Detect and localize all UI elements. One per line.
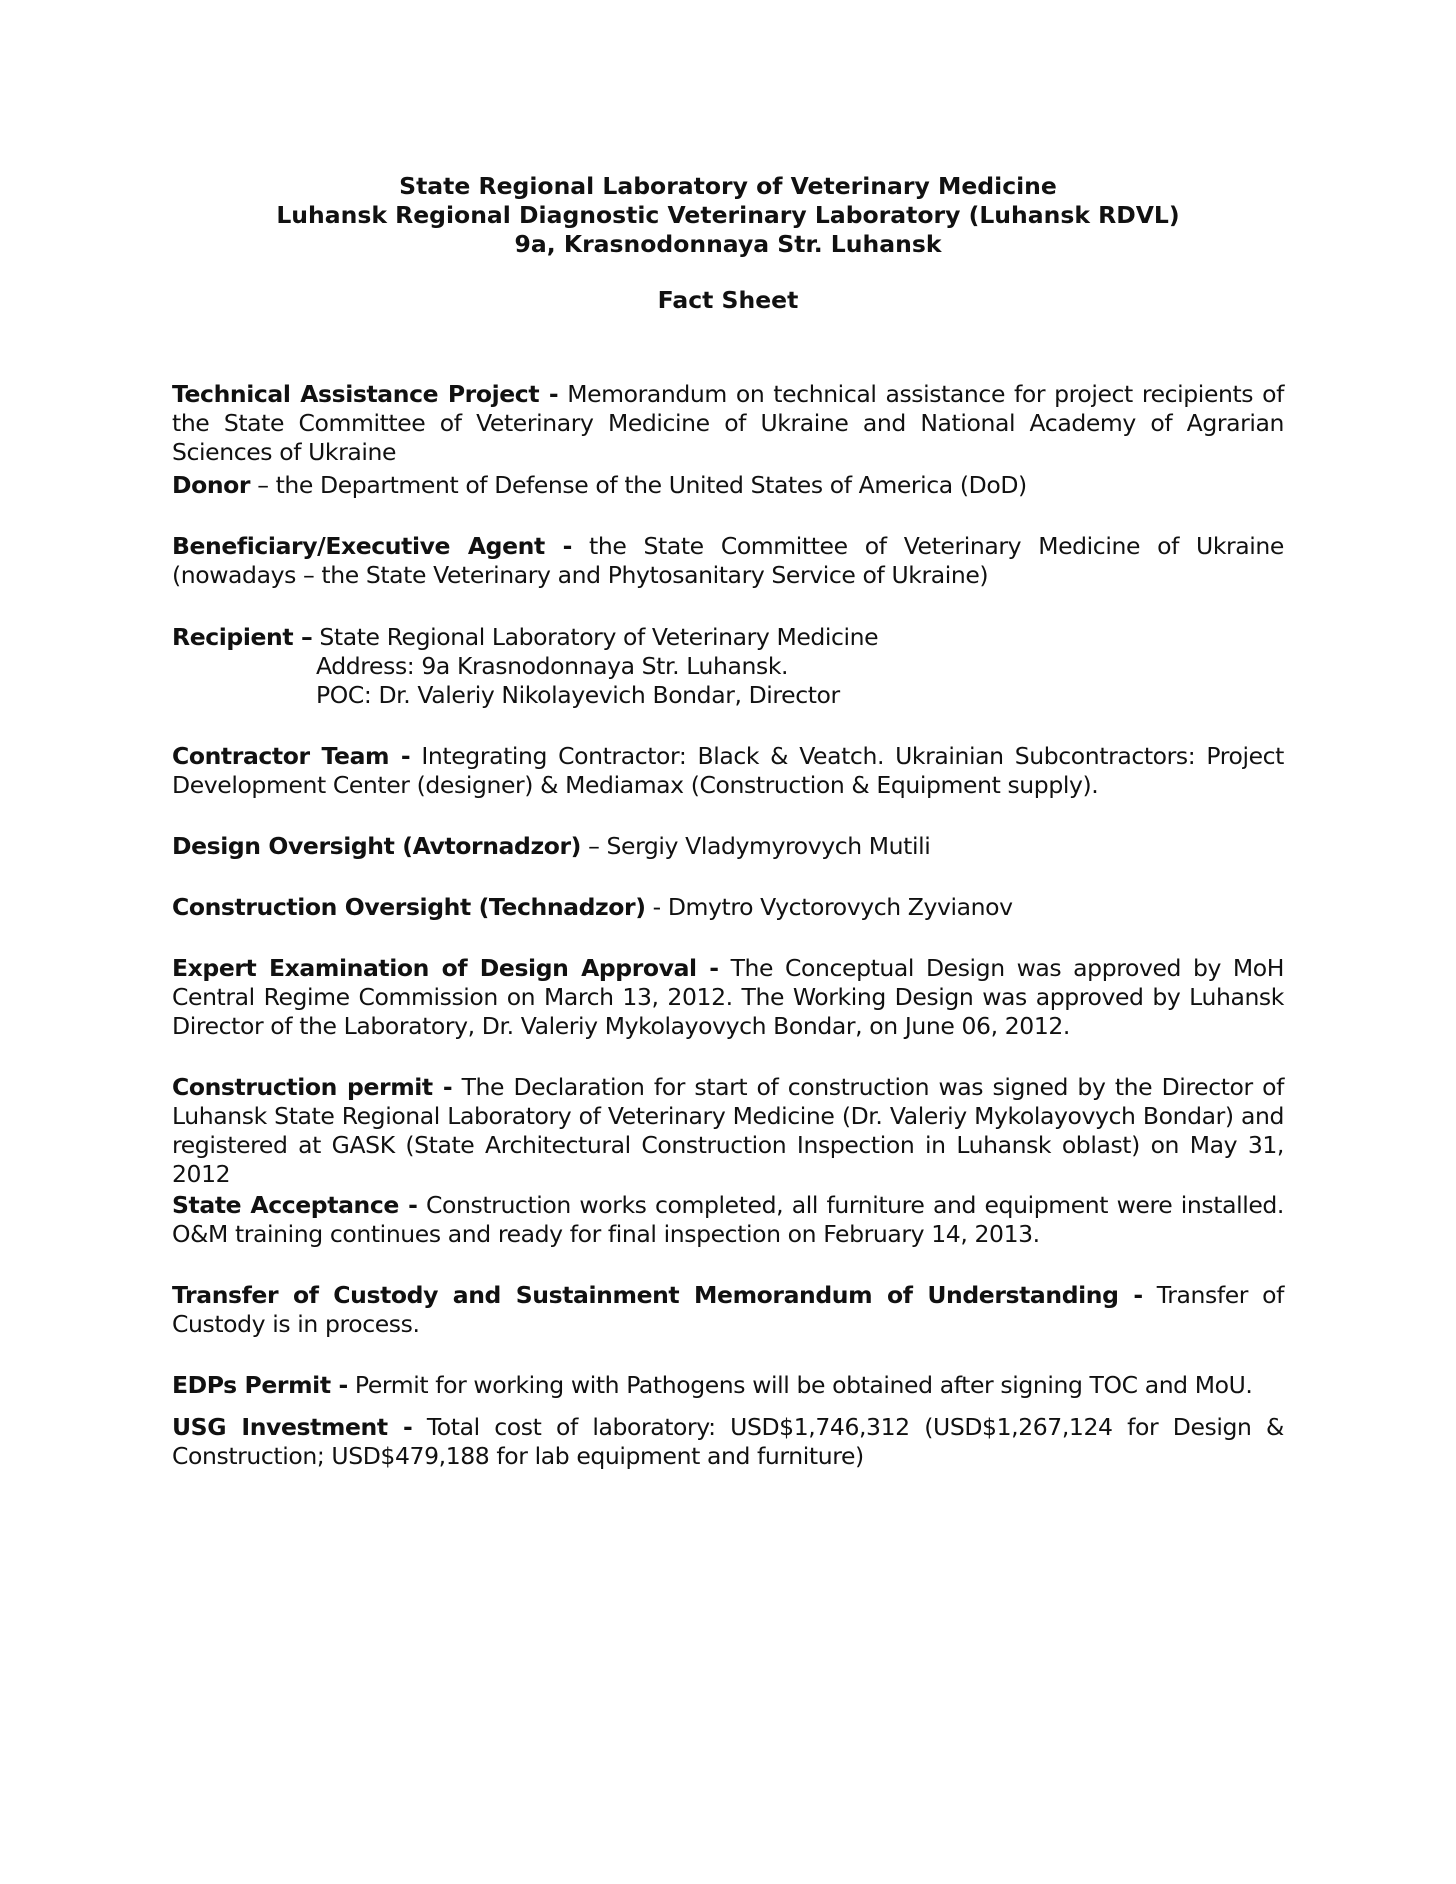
entry-transfer-of-custody bbox=[172, 1281, 1284, 1339]
entry-label: Contractor Team - bbox=[172, 742, 411, 770]
entry-label: Construction Oversight (Technadzor) bbox=[172, 893, 646, 921]
entry-state-acceptance bbox=[172, 1191, 1284, 1249]
entry-label: Construction permit - bbox=[172, 1073, 453, 1101]
recipient-poc: POC: Dr. Valeriy Nikolayevich Bondar, Director bbox=[316, 681, 840, 709]
document-header bbox=[0, 172, 1456, 259]
entry-donor bbox=[172, 471, 1284, 500]
entry-text: the State Committee of Veterinary Medicine of Ukraine (nowadays – the State Veterinary and Phytosanitary Service of Ukraine) bbox=[172, 532, 1284, 589]
entry-text: Integrating Contractor: Black & Veatch. Ukrainian Subcontractors: Project Development Center (designer) & Mediamax (Construction & Equipment supply). bbox=[172, 742, 1284, 799]
entry-technical-assistance bbox=[172, 380, 1284, 467]
entry-edps-permit bbox=[172, 1371, 1284, 1400]
entry-text: Transfer of Custody is in process. bbox=[172, 1281, 1284, 1338]
document-title: Fact Sheet bbox=[657, 286, 799, 314]
entry-label: Expert Examination of Design Approval - bbox=[172, 954, 719, 982]
entry-text: Total cost of laboratory: USD$1,746,312 (USD$1,267,124 for Design & Construction; USD$479,188 for lab equipment and furniture) bbox=[172, 1413, 1284, 1470]
entry-text: – Sergiy Vladymyrovych Mutili bbox=[581, 832, 931, 860]
header-line-3: 9a, Krasnodonnaya Str. Luhansk bbox=[514, 230, 942, 258]
entry-label: EDPs Permit - bbox=[172, 1371, 348, 1399]
entry-beneficiary bbox=[172, 532, 1284, 590]
entry-design-oversight bbox=[172, 832, 1284, 861]
entry-construction-permit bbox=[172, 1073, 1284, 1189]
header-line-1: State Regional Laboratory of Veterinary Medicine bbox=[399, 172, 1057, 200]
entry-text: - Dmytro Vyctorovych Zyvianov bbox=[645, 893, 1013, 921]
entry-construction-oversight bbox=[172, 893, 1284, 922]
entry-expert-examination bbox=[172, 954, 1284, 1041]
entry-recipient bbox=[172, 623, 1284, 710]
entry-label: USG Investment - bbox=[172, 1413, 413, 1441]
entry-contractor-team bbox=[172, 742, 1284, 800]
entry-text: Construction works completed, all furniture and equipment were installed. O&M training continues and ready for final inspection on February 14, 2013. bbox=[172, 1191, 1284, 1248]
entry-label: Transfer of Custody and Sustainment Memorandum of Understanding - bbox=[172, 1281, 1143, 1309]
entry-text: – the Department of Defense of the United States of America (DoD) bbox=[250, 471, 1027, 499]
entry-label: State Acceptance - bbox=[172, 1191, 418, 1219]
entry-text: State Regional Laboratory of Veterinary Medicine bbox=[312, 623, 879, 651]
entry-text: Permit for working with Pathogens will be obtained after signing TOC and MoU. bbox=[347, 1371, 1253, 1399]
entry-usg-investment bbox=[172, 1413, 1284, 1471]
entry-label: Donor bbox=[172, 471, 251, 499]
entry-label: Technical Assistance Project - bbox=[172, 380, 559, 408]
entry-text: The Declaration for start of construction was signed by the Director of Luhansk State Regional Laboratory of Veterinary Medicine (Dr. Valeriy Mykolayovych Bondar) and registered at GASK (State Architectural Construction Inspection in Luhansk oblast) on May 31, 2012 bbox=[172, 1073, 1284, 1188]
entry-label: Beneficiary/Executive Agent - bbox=[172, 532, 572, 560]
entry-label: Recipient – bbox=[172, 623, 313, 651]
entry-text: The Conceptual Design was approved by MoH Central Regime Commission on March 13, 2012. The Working Design was approved by Luhansk Director of the Laboratory, Dr. Valeriy Mykolayovych Bondar, on June 06, 2012. bbox=[172, 954, 1285, 1040]
recipient-address: Address: 9a Krasnodonnaya Str. Luhansk. bbox=[316, 652, 789, 680]
header-line-2: Luhansk Regional Diagnostic Veterinary Laboratory (Luhansk RDVL) bbox=[276, 201, 1180, 229]
entry-label: Design Oversight (Avtornadzor) bbox=[172, 832, 581, 860]
entry-text: Memorandum on technical assistance for project recipients of the State Committee of Veterinary Medicine of Ukraine and National Academy of Agrarian Sciences of Ukraine bbox=[172, 380, 1284, 466]
